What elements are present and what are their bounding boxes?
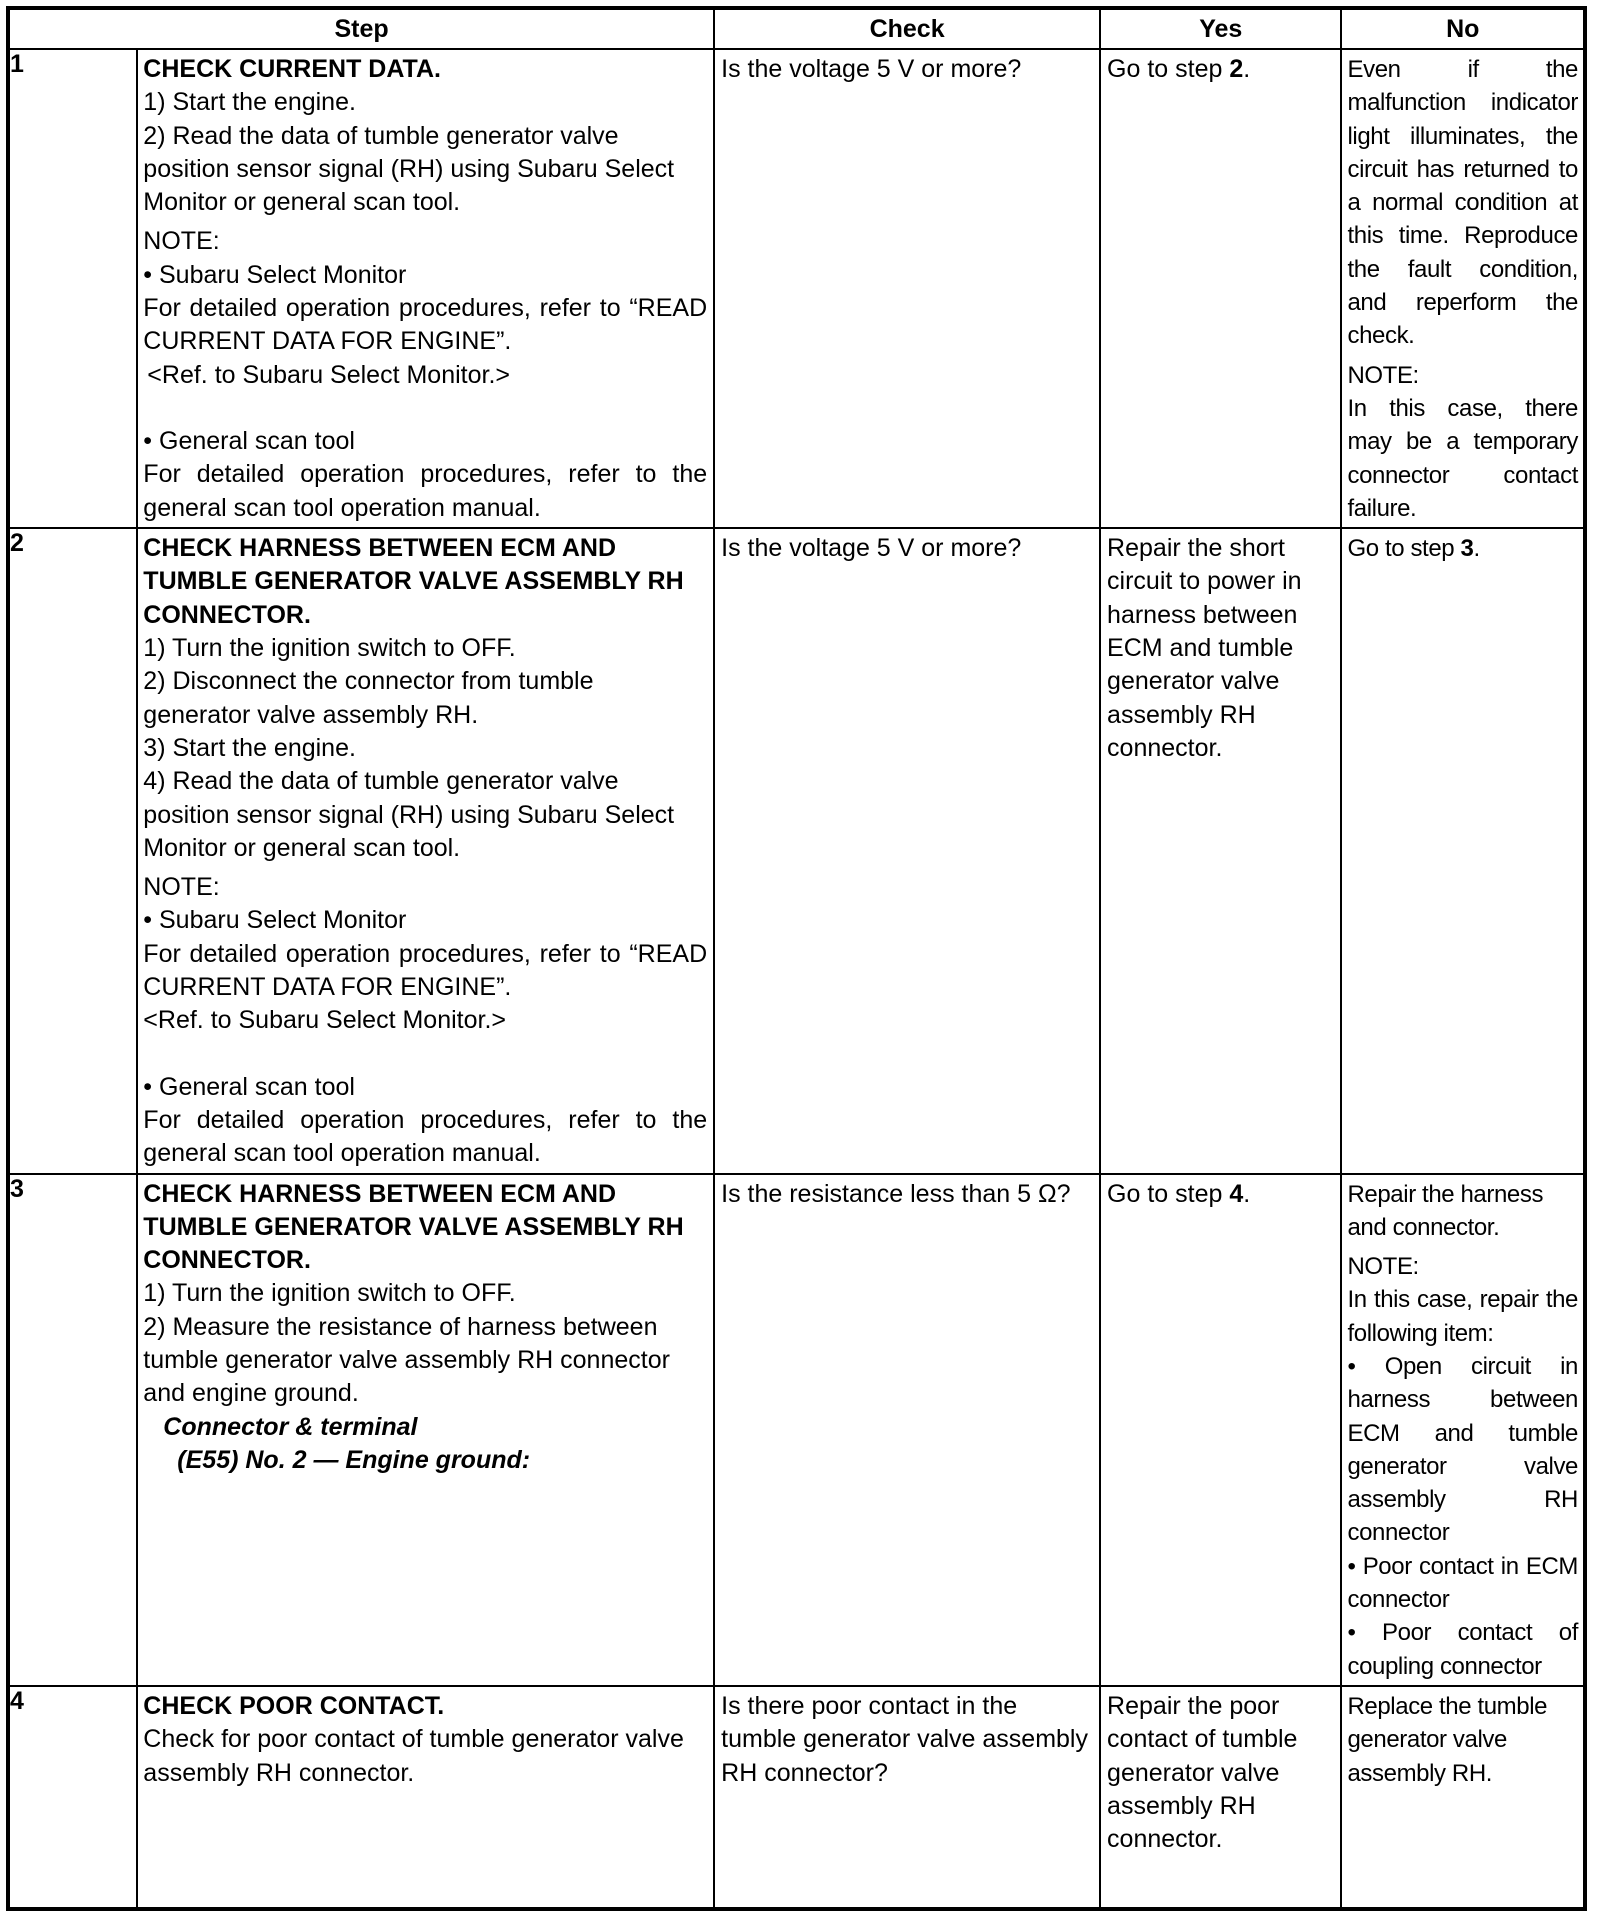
yes-text: Go to step: [1107, 55, 1230, 83]
step-procedure: [137, 1174, 714, 1686]
yes-text-suffix: .: [1243, 55, 1251, 83]
yes-action: [1101, 1175, 1340, 1213]
check-question: Is the voltage 5 V or more?: [721, 534, 1022, 563]
step-procedure: [137, 1686, 714, 1909]
procedure-item: 3) Start the engine.: [143, 733, 356, 762]
procedure-item: 1) Turn the ignition switch to OFF.: [143, 634, 516, 663]
note-text: For detailed operation procedures, refer to the general scan tool operation manual.: [143, 1105, 708, 1168]
spec-label: Connector & terminal: [163, 1412, 418, 1441]
header-check: Check: [714, 8, 1100, 49]
step-number: 4: [8, 1686, 137, 1909]
note-bullet: • Subaru Select Monitor: [143, 260, 407, 289]
note-label: NOTE:: [143, 227, 220, 256]
no-action: Replace the tumble generator valve assembly RH.: [1347, 1692, 1548, 1787]
table-header-row: [8, 8, 1585, 49]
no-text: Go to step: [1347, 535, 1461, 563]
yes-cell: [1100, 1174, 1341, 1686]
note-reference: <Ref. to Subaru Select Monitor.>: [147, 360, 511, 389]
no-step-link: 3: [1460, 535, 1474, 563]
note-bullet: • Subaru Select Monitor: [143, 906, 407, 935]
no-bullet: • Poor contact of coupling connector: [1347, 1619, 1578, 1680]
yes-action: Repair the short circuit to power in harness between ECM and tumble generator valve assembly RH connector.: [1107, 534, 1302, 762]
no-bullet: • Open circuit in harness between ECM and tumble generator valve assembly RH connector: [1347, 1352, 1578, 1547]
note-label: NOTE:: [143, 873, 220, 902]
yes-text-suffix: .: [1243, 1179, 1251, 1208]
diagnostic-procedure-table: [6, 6, 1587, 1911]
procedure-item: 2) Disconnect the connector from tumble generator valve assembly RH.: [143, 667, 594, 729]
no-note-text: In this case, repair the following item:: [1347, 1286, 1578, 1347]
procedure-item: 2) Measure the resistance of harness between tumble generator valve assembly RH connector and engine ground.: [143, 1312, 670, 1408]
no-cell: [1341, 1174, 1585, 1686]
no-cell: [1341, 49, 1585, 528]
check-cell: [714, 528, 1100, 1173]
check-cell: [714, 49, 1100, 528]
step-row-2: [8, 528, 1585, 1173]
step-row-1: [8, 49, 1585, 528]
procedure-item: 4) Read the data of tumble generator valve position sensor signal (RH) using Subaru Select Monitor or general scan tool.: [143, 767, 675, 862]
header-yes: Yes: [1100, 8, 1341, 49]
note-bullet: • General scan tool: [143, 426, 355, 455]
spec-value: (E55) No. 2 — Engine ground:: [177, 1445, 531, 1474]
no-bullet: • Poor contact in ECM connector: [1347, 1552, 1578, 1614]
check-cell: [714, 1686, 1100, 1909]
yes-step-link: 4: [1229, 1179, 1244, 1208]
procedure-item: 1) Turn the ignition switch to OFF.: [143, 1279, 516, 1308]
yes-action: [1101, 50, 1340, 88]
step-title: CHECK CURRENT DATA.: [143, 55, 441, 83]
step-number: 2: [8, 528, 137, 1173]
no-cell: [1341, 528, 1585, 1173]
check-question: Is the resistance less than 5 Ω?: [721, 1179, 1071, 1208]
header-step: Step: [8, 8, 714, 49]
step-procedure: [137, 528, 714, 1173]
yes-step-link: 2: [1229, 55, 1244, 83]
no-note-label: NOTE:: [1347, 1253, 1419, 1281]
yes-cell: [1100, 528, 1341, 1173]
step-title: CHECK HARNESS BETWEEN ECM AND TUMBLE GENERATOR VALVE ASSEMBLY RH CONNECTOR.: [143, 534, 684, 629]
note-text: For detailed operation procedures, refer to “READ CURRENT DATA FOR ENGINE”.: [143, 939, 708, 1002]
step-row-3: [8, 1174, 1585, 1686]
note-text: For detailed operation procedures, refer to the general scan tool operation manual.: [143, 460, 708, 522]
note-text: For detailed operation procedures, refer to “READ CURRENT DATA FOR ENGINE”.: [143, 294, 708, 356]
step-title: CHECK POOR CONTACT.: [143, 1691, 445, 1720]
note-bullet: • General scan tool: [143, 1072, 355, 1101]
yes-cell: [1100, 49, 1341, 528]
no-note-label: NOTE:: [1347, 361, 1419, 389]
procedure-text: Check for poor contact of tumble generator valve assembly RH connector.: [143, 1725, 684, 1787]
step-procedure: [137, 49, 714, 528]
check-cell: [714, 1174, 1100, 1686]
no-cell: [1341, 1686, 1585, 1909]
check-question: Is there poor contact in the tumble generator valve assembly RH connector?: [721, 1691, 1088, 1787]
step-number: 3: [8, 1174, 137, 1686]
no-action: [1342, 529, 1583, 567]
step-row-4: [8, 1686, 1585, 1909]
procedure-item: 2) Read the data of tumble generator valve position sensor signal (RH) using Subaru Select Monitor or general scan tool.: [143, 121, 675, 217]
yes-text: Go to step: [1107, 1179, 1230, 1208]
note-reference: <Ref. to Subaru Select Monitor.>: [143, 1006, 507, 1035]
step-title: CHECK HARNESS BETWEEN ECM AND TUMBLE GENERATOR VALVE ASSEMBLY RH CONNECTOR.: [143, 1179, 684, 1275]
no-note-text: In this case, there may be a temporary connector contact failure.: [1347, 394, 1578, 522]
procedure-item: 1) Start the engine.: [143, 88, 356, 117]
no-text-suffix: .: [1473, 535, 1480, 563]
header-no: No: [1341, 8, 1585, 49]
yes-cell: [1100, 1686, 1341, 1909]
check-question: Is the voltage 5 V or more?: [721, 55, 1022, 83]
yes-action: Repair the poor contact of tumble generator valve assembly RH connector.: [1107, 1691, 1298, 1854]
no-text: Repair the harness and connector.: [1347, 1180, 1544, 1241]
no-text: Even if the malfunction indicator light illuminates, the circuit has returned to a normal condition at this time. Reproduce the fault condition, and reperform the check.: [1347, 56, 1578, 350]
step-number: 1: [8, 49, 137, 528]
